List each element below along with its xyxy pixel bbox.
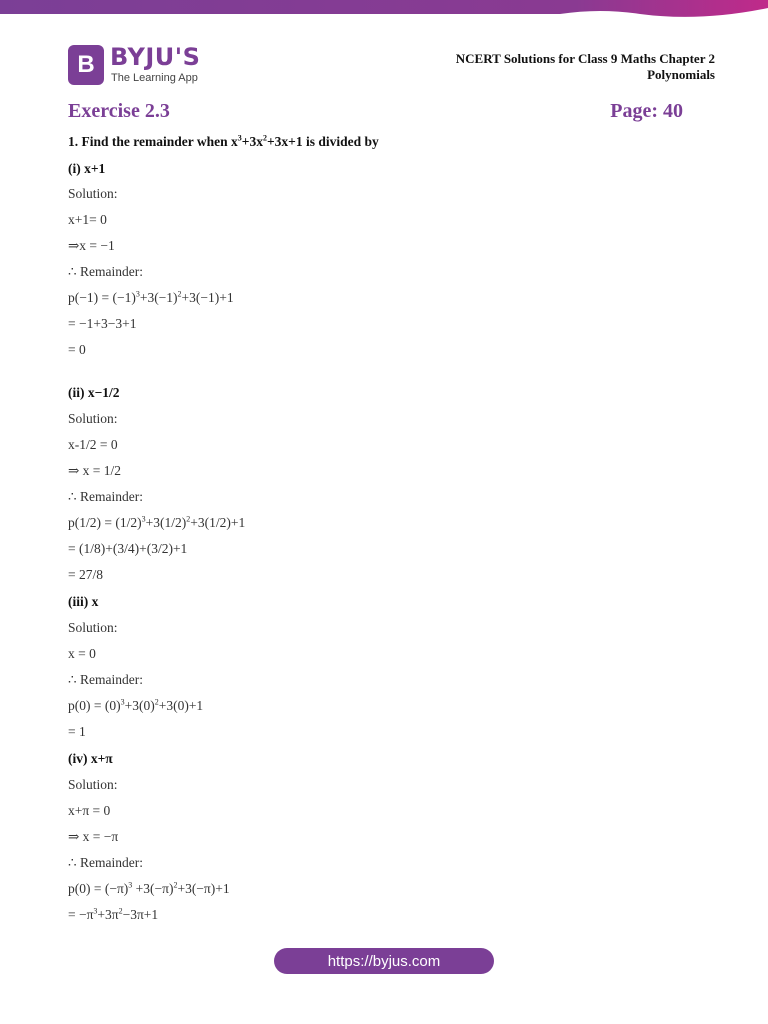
- part-iv-line-2: ⇒ x = −π: [68, 829, 119, 844]
- question-text: 1. Find the remainder when $x^3+3x^2+3x+1$ is divided by: [68, 133, 379, 149]
- part-iii-line-1: x = 0: [68, 646, 96, 661]
- part-iv-line-5: = $-\pi^3+3\pi^2-3\pi+1$: [68, 906, 159, 922]
- part-iii-solution-label: Solution:: [68, 620, 118, 635]
- part-iv-solution-label: Solution:: [68, 777, 118, 792]
- part-i-line-1: x+1= 0: [68, 212, 107, 227]
- part-ii-line-1: x-1/2 = 0: [68, 437, 118, 452]
- footer-url-link[interactable]: [274, 948, 494, 974]
- part-i-solution-label: Solution:: [68, 186, 118, 201]
- part-ii-line-6: = 27/8: [68, 567, 103, 582]
- part-iii-line-3: $p(0) = (0)^3+3(0)^2+3(0)+1$: [68, 697, 204, 713]
- header-title: [456, 51, 715, 83]
- part-i-line-3: ∴ Remainder:: [68, 264, 143, 279]
- page-number: Page: 40: [610, 100, 683, 122]
- logo-badge: [68, 45, 104, 85]
- part-ii-line-4: $p(1/2) = (1/2)^3+3(1/2)^2+3(1/2)+1$: [68, 514, 246, 530]
- part-iv-heading: (iv) x+π: [68, 751, 113, 766]
- part-ii-line-2: ⇒ x = 1/2: [68, 463, 122, 478]
- header-line-2: Polynomials: [647, 67, 715, 82]
- part-ii-solution-label: Solution:: [68, 411, 118, 426]
- logo-letter: B: [77, 51, 95, 78]
- part-i-line-5: = −1+3−3+1: [68, 316, 137, 331]
- part-i-line-2: ⇒x = −1: [68, 238, 115, 253]
- part-iii-line-4: = 1: [68, 724, 86, 739]
- part-iii-line-2: ∴ Remainder:: [68, 672, 143, 687]
- part-iv-line-3: ∴ Remainder:: [68, 855, 143, 870]
- top-color-band: [0, 0, 768, 20]
- header-line-1: NCERT Solutions for Class 9 Maths Chapter 2: [455, 51, 715, 66]
- footer-url-text[interactable]: https://byjus.com: [327, 952, 441, 970]
- part-ii-line-3: ∴ Remainder:: [68, 489, 143, 504]
- part-ii-line-5: = (1/8)+(3/4)+(3/2)+1: [68, 541, 188, 556]
- byjus-logo: [68, 45, 218, 87]
- part-iii-heading: (iii) x: [68, 594, 99, 609]
- part-i-heading: (i) x+1: [68, 161, 106, 176]
- part-i-line-6: = 0: [68, 342, 86, 357]
- part-i-line-4: $p(-1) = (-1)^3+3(-1)^2+3(-1)+1$: [68, 289, 234, 305]
- logo-wordmark: BYJU'S: [110, 43, 201, 71]
- part-ii-heading: (ii) x−1/2: [68, 385, 120, 400]
- part-iv-line-1: x+π = 0: [68, 803, 111, 818]
- exercise-title: Exercise 2.3: [68, 100, 170, 122]
- part-iv-line-4: $p(0) = (-\pi)^3 +3(-\pi)^2+3(-\pi)+1$: [68, 880, 230, 896]
- logo-tagline: The Learning App: [111, 72, 198, 84]
